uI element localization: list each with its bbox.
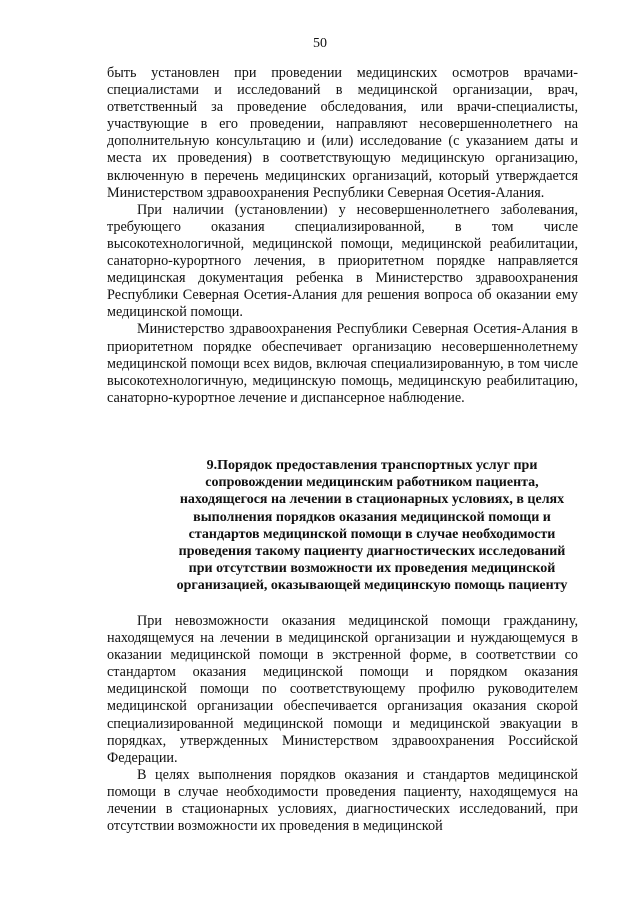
paragraph-specialized-care: При наличии (установлении) у несовершеннолетнего заболевания, требующего оказания специализированной, в том числе высокотехнологичной, медицинской помощи, медицинской реабилитации, санаторно-курортного лечения, в приоритетном порядке направляется медицинская документация ребенка в Министерство здравоохранения Республики Северная Осетия-Алания для решения вопроса об оказании ему медицинской помощи. [107, 201, 578, 321]
paragraph-diagnostics: В целях выполнения порядков оказания и стандартов медицинской помощи в случае необходимости проведения пациенту, находящемуся на лечении в стационарных условиях, диагностических исследований, при отсутствии возможности их проведения в медицинской [107, 766, 578, 835]
body-text-lower [107, 613, 578, 835]
body-text-upper [107, 65, 578, 407]
paragraph-continuation: быть установлен при проведении медицинских осмотров врачами-специалистами и исследований в медицинской организации, врач, ответственный за проведение обследования, или врачи-специалисты, участвующие в его проведении, направляют несовершеннолетнего на дополнительную консультацию и (или) исследование (с указанием даты и места их проведения) в соответствующую медицинскую организацию, включенную в перечень медицинских организаций, который утверждается Министерством здравоохранения Республики Северная Осетия-Алания. [107, 65, 578, 201]
page-number: 50 [313, 36, 327, 51]
section-heading: 9.Порядок предоставления транспортных услуг при сопровождении медицинским работником пациента, находящегося на лечении в стационарных условиях, в целях выполнения порядков оказания медицинской помощи и стандартов медицинской помощи в случае необходимости проведения такому пациенту диагностических исследований при отсутствии возможности их проведения медицинской организацией, оказывающей медицинскую помощь пациенту [176, 458, 568, 594]
paragraph-ministry-priority: Министерство здравоохранения Республики Северная Осетия-Алания в приоритетном порядке обеспечивает организацию несовершеннолетнему медицинской помощи всех видов, включая специализированную, в том числе высокотехнологичную, медицинскую помощь, медицинскую реабилитацию, санаторно-курортное лечение и диспансерное наблюдение. [107, 321, 578, 406]
paragraph-emergency-care: При невозможности оказания медицинской помощи гражданину, находящемуся на лечении в медицинской организации и нуждающемуся в оказании медицинской помощи в экстренной форме, в соответствии со стандартом оказания медицинской помощи и порядком оказания медицинской помощи по соответствующему профилю руководителем медицинской организации обеспечивается организация оказания скорой специализированной медицинской помощи и медицинской эвакуации в порядках, утвержденных Министерством здравоохранения Российской Федерации. [107, 613, 578, 766]
